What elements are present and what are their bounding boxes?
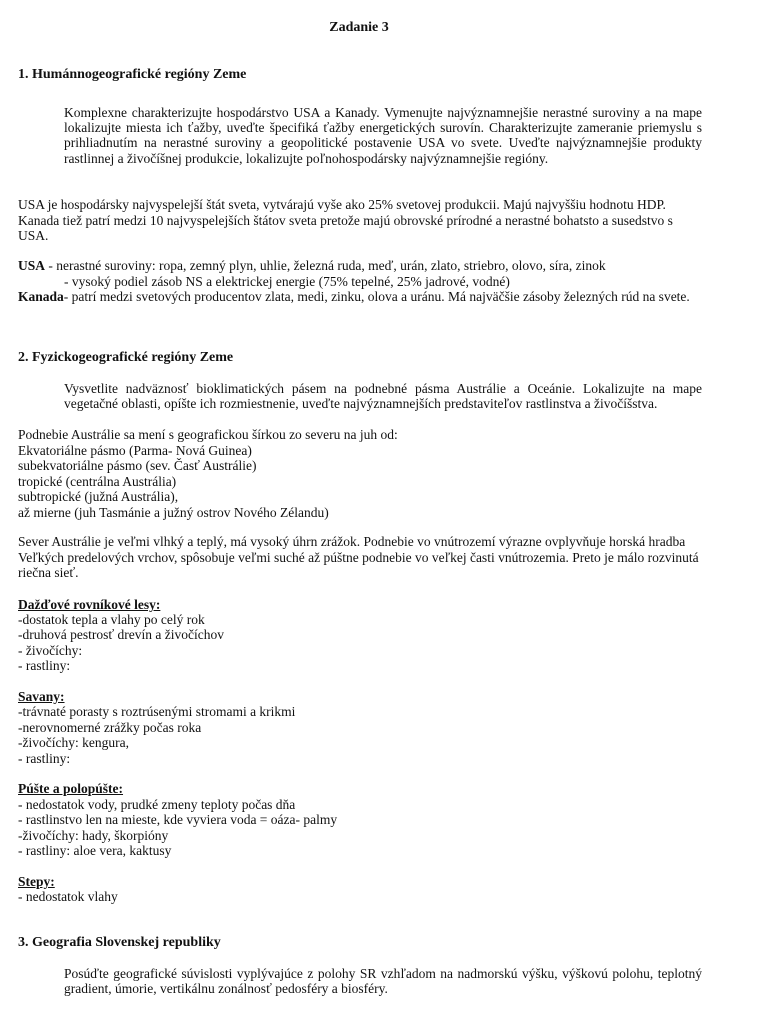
section-1-task: Komplexne charakterizujte hospodárstvo USA a Kanady. Vymenujte najvýznamnejšie nerastné suroviny a na mape lokalizujte miesta ich ťažby, uveďte špecifiká ťažby energetických surovín. Charakterizujte zameranie priemyslu s prihliadnutím na nerastné suroviny a geopolitické postavenie USA vo svete. Uveďte najvýznamnejšie produkty rastlinnej a živočíšnej produkcie, lokalizujte poľnohospodársky najvýznamnejšie regióny. (64, 105, 702, 166)
biome-item: - nedostatok vody, prudké zmeny teploty počas dňa (18, 797, 296, 812)
biome-heading: Púšte a polopúšte: (18, 781, 124, 796)
biome-item: -druhová pestrosť drevín a živočíchov (18, 627, 224, 642)
biome-item: - rastliny: aloe vera, kaktusy (18, 843, 172, 858)
biome-item: -dostatok tepla a vlahy po celý rok (18, 612, 205, 627)
usa-line (18, 258, 606, 273)
biome-item: -nerovnomerné zrážky počas roka (18, 720, 202, 735)
biome-item: - rastliny: (18, 658, 71, 673)
zone-item: tropické (centrálna Austrália) (18, 474, 177, 489)
kanada-text: - patrí medzi svetových producentov zlata, medi, zinku, olova a uránu. Má najväčšie zásoby železných rúd na svete. (63, 289, 690, 304)
section-1-heading: 1. Humánnogeografické regióny Zeme (18, 67, 247, 82)
section-2-task: Vysvetlite nadväznosť bioklimatických pásem na podnebné pásma Austrálie a Oceánie. Lokalizujte na mape vegetačné oblasti, opíšte ich rozmiestnenie, uveďte najvýznamnejších predstaviteľov rastlinstva a živočíšstva. (64, 381, 702, 412)
section-1-paragraph: USA je hospodársky najvyspelejší štát sveta, vytvárajú vyše ako 25% svetovej produkcii. Majú najvyššiu hodnotu HDP. Kanada tiež patrí medzi 10 najvyspelejších štátov sveta pretože majú obrovské prírodné a nerastné bohatsto a susedstvo s USA. (18, 197, 673, 243)
biome-heading: Dažďové rovníkové lesy: (18, 597, 161, 612)
usa-label: USA (18, 258, 46, 273)
biome-heading: Stepy: (18, 874, 55, 889)
zone-item: Ekvatoriálne pásmo (Parma- Nová Guinea) (18, 443, 252, 458)
biome-heading: Savany: (18, 689, 65, 704)
biome-item: -trávnaté porasty s roztrúsenými stromami a krikmi (18, 704, 296, 719)
biome-item: -živočíchy: hady, škorpióny (18, 828, 169, 843)
zone-item: až mierne (juh Tasmánie a južný ostrov Nového Zélandu) (18, 505, 329, 520)
section-3-task: Posúďte geografické súvislosti vyplývajúce z polohy SR vzhľadom na nadmorskú výšku, výškovú polohu, teplotný gradient, úmorie, vertikálnu zonálnosť pedosféry a biosféry. (64, 966, 702, 997)
zone-item: subekvatoriálne pásmo (sev. Časť Austrálie) (18, 458, 257, 473)
page-title: Zadanie 3 (329, 20, 389, 35)
section-2-heading: 2. Fyzickogeografické regióny Zeme (18, 350, 234, 365)
section-2-paragraph: Sever Austrálie je veľmi vlhký a teplý, má vysoký úhrn zrážok. Podnebie vo vnútrozemí výrazne ovplyvňuje horská hradba Veľkých predelových vrchov, spôsobuje veľmi suché až púštne podnebie vo veľkej časti vnútrozemia. Preto je málo rozvinutá riečna sieť. (18, 534, 699, 580)
usa-line-2: - vysoký podiel zásob NS a elektrickej energie (75% tepelné, 25% jadrové, vodné) (64, 274, 510, 289)
biome-item: - rastlinstvo len na mieste, kde vyviera voda = oáza- palmy (18, 812, 338, 827)
usa-text: - nerastné suroviny: ropa, zemný plyn, uhlie, železná ruda, meď, urán, zlato, striebro, olovo, síra, zinok (45, 258, 606, 273)
zone-item: subtropické (južná Austrália), (18, 489, 179, 504)
climate-intro: Podnebie Austrálie sa mení s geografickou šírkou zo severu na juh od: (18, 427, 398, 442)
biome-item: - živočíchy: (18, 643, 83, 658)
kanada-paragraph (18, 289, 703, 305)
section-3-heading: 3. Geografia Slovenskej republiky (18, 935, 221, 950)
biome-item: - rastliny: (18, 751, 71, 766)
kanada-label: Kanada (18, 289, 64, 304)
biome-item: - nedostatok vlahy (18, 889, 118, 904)
biome-item: -živočíchy: kengura, (18, 735, 129, 750)
